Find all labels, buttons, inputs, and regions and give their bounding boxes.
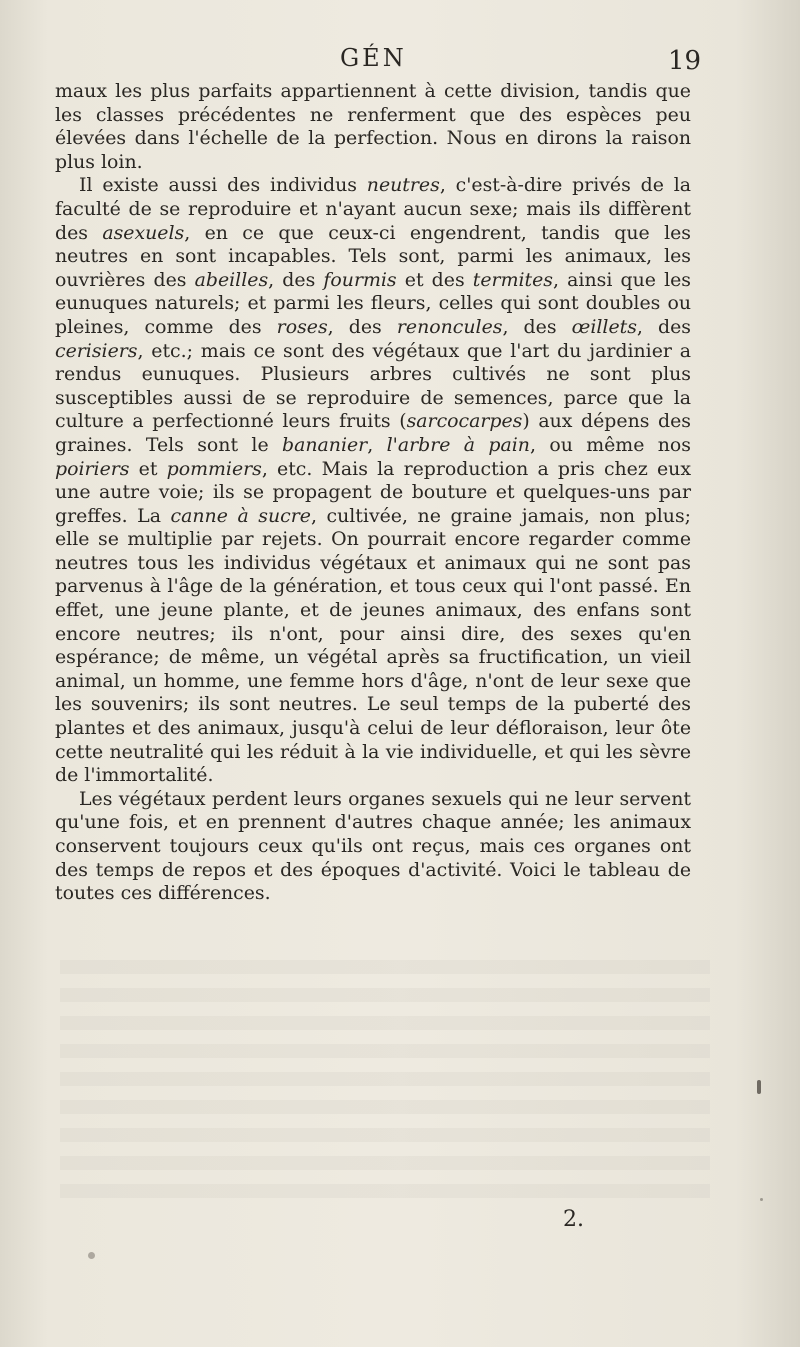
page-header (0, 44, 800, 84)
paragraph-3: Les végétaux perdent leurs organes sexuels qui ne leur servent qu'une fois, et en prennent d'autres chaque année; les animaux conservent toujours ceux qu'ils ont reçus, mais ces organes ont des temps de repos et des époques d'activité. Voici le tableau de toutes ces différences. (55, 787, 691, 905)
paragraph-2: Il existe aussi des individus neutres, c'est-à-dire privés de la faculté de se reproduire et n'ayant aucun sexe; mais ils diffèrent des asexuels, en ce que ceux-ci engendrent, tandis que les neutres en sont incapables. Tels sont, parmi les animaux, les ouvrières des abeilles, des fourmis et des termites, ainsi que les eunuques naturels; et parmi les fleurs, celles qui sont doubles ou pleines, comme des roses, des renoncules, des œillets, des cerisiers, etc.; mais ce sont des végétaux que l'art du jardinier a rendus eunuques. Plusieurs arbres cultivés ne sont plus susceptibles aussi de se reproduire de semences, parce que la culture a perfectionné leurs fruits (sarcocarpes) aux dépens des graines. Tels sont le bananier, l'arbre à pain, ou même nos poiriers et pommiers, etc. Mais la reproduction a pris chez eux une autre voie; ils se propagent de bouture et quelques-uns par greffes. La canne à sucre, cultivée, ne graine jamais, non plus; elle se multiplie par rejets. On pourrait encore regarder comme neutres tous les individus végétaux et animaux qui ne sont pas parvenus à l'âge de la génération, et tous ceux qui l'ont passé. En effet, une jeune plante, et de jeunes animaux, des enfans sont encore neutres; ils n'ont, pour ainsi dire, des sexes qu'en espérance; de même, un végétal après sa fructification, un vieil animal, un homme, une femme hors d'âge, n'ont de leur sexe que les souvenirs; ils sont neutres. Le seul temps de la puberté des plantes et des animaux, jusqu'à celui de leur défloraison, leur ôte cette neutralité qui les réduit à la vie individuelle, et qui les sèvre de l'immortalité. (55, 174, 692, 787)
running-head: GÉN (340, 44, 407, 72)
show-through-text (60, 960, 710, 1200)
paragraph-1: maux les plus parfaits appartiennent à cette division, tandis que les classes précédentes ne renferment que des espèces peu élevées dans l'échelle de la perfection. Nous en dirons la raison plus loin. (55, 80, 691, 173)
ink-speck (88, 1252, 95, 1259)
ink-speck (760, 1198, 763, 1201)
signature-mark: 2. (563, 1207, 584, 1232)
ink-speck (757, 1080, 761, 1094)
page-number: 19 (668, 46, 702, 76)
body-text (55, 80, 691, 906)
